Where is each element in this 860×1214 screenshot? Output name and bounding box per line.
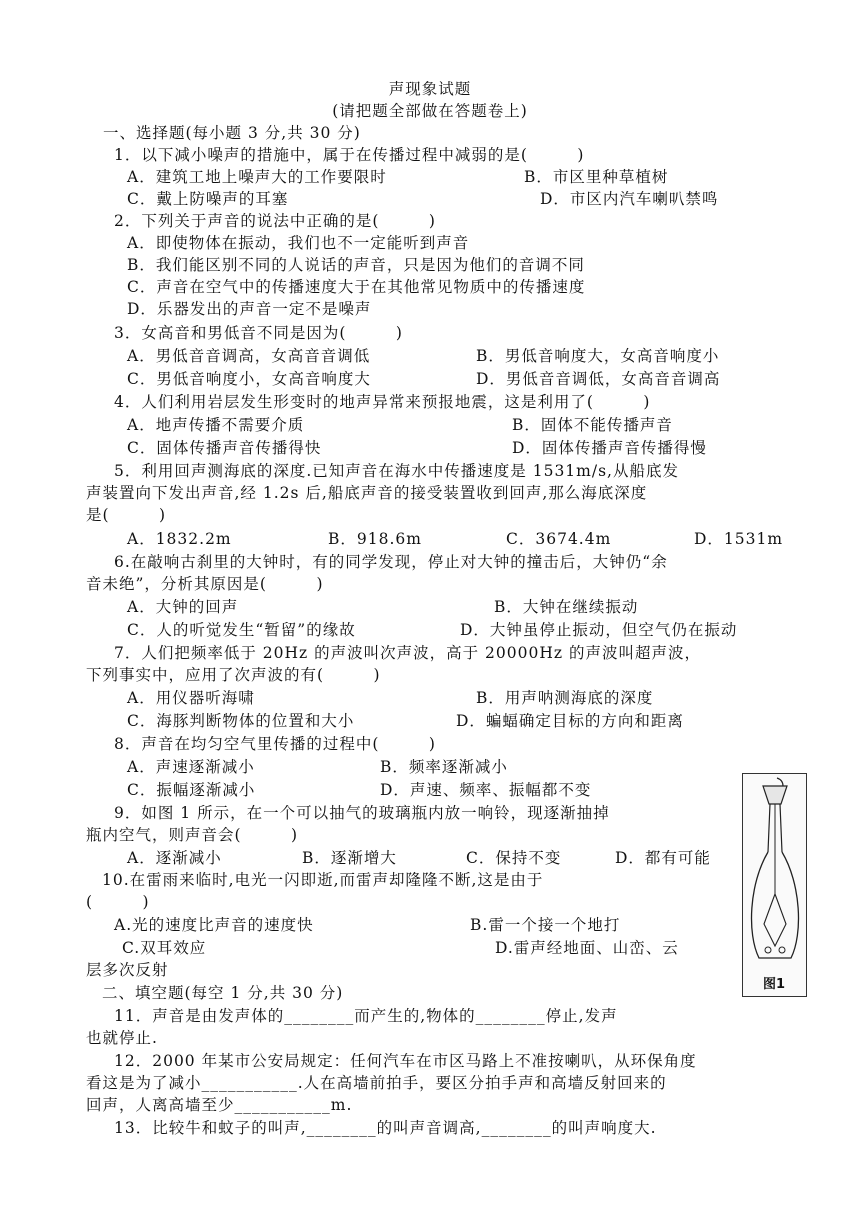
question-6-option-a: A．大钟的回声 bbox=[127, 598, 239, 616]
figure-1-label: 图1 bbox=[763, 977, 786, 992]
section-heading-choice: 一、选择题(每小题 3 分,共 30 分) bbox=[103, 124, 361, 142]
question-3-option-d: D．男低音音调低，女高音音调高 bbox=[476, 370, 721, 388]
question-7-option-a: A．用仪器听海啸 bbox=[127, 689, 255, 707]
question-10-option-d-continued: 层多次反射 bbox=[86, 961, 169, 979]
question-4-option-c: C．固体传播声音传播得快 bbox=[127, 439, 322, 457]
question-11-line-1: 11．声音是由发声体的________而产生的,物体的________停止,发声 bbox=[114, 1007, 618, 1025]
figure-1 bbox=[742, 773, 807, 997]
question-1-option-b: B．市区里种草植树 bbox=[524, 168, 669, 186]
question-10-line-2: ( ) bbox=[86, 893, 150, 911]
question-1-option-a: A．建筑工地上噪声大的工作要限时 bbox=[127, 168, 387, 186]
question-7-option-d: D．蝙蝠确定目标的方向和距离 bbox=[456, 712, 684, 730]
question-13-line-1: 13．比较牛和蚊子的叫声,________的叫声音调高,________的叫声响度大. bbox=[114, 1119, 657, 1137]
question-7-line-1: 7．人们把频率低于 20Hz 的声波叫次声波，高于 20000Hz 的声波叫超声波， bbox=[114, 644, 701, 662]
question-5-option-b: B．918.6m bbox=[328, 530, 422, 548]
question-5-option-a: A．1832.2m bbox=[127, 530, 232, 548]
question-4-stem: 4．人们利用岩层发生形变时的地声异常来预报地震，这是利用了( ) bbox=[114, 393, 651, 411]
question-6-option-d: D．大钟虽停止振动，但空气仍在振动 bbox=[460, 621, 738, 639]
question-9-option-d: D．都有可能 bbox=[615, 849, 711, 867]
question-8-option-b: B．频率逐渐减小 bbox=[380, 758, 508, 776]
question-9-line-2: 瓶内空气，则声音会( ) bbox=[86, 826, 299, 844]
question-1-option-d: D．市区内汽车喇叭禁鸣 bbox=[540, 190, 719, 208]
question-3-option-a: A．男低音音调高，女高音音调低 bbox=[127, 347, 371, 365]
question-5-option-d: D．1531m bbox=[694, 530, 784, 548]
question-3-stem: 3．女高音和男低音不同是因为( ) bbox=[114, 324, 403, 342]
question-8-stem: 8．声音在均匀空气里传播的过程中( ) bbox=[114, 735, 436, 753]
question-10-option-b: B.雷一个接一个地打 bbox=[470, 916, 621, 934]
question-7-line-2: 下列事实中，应用了次声波的有( ) bbox=[86, 666, 381, 684]
question-10-option-a: A.光的速度比声音的速度快 bbox=[114, 916, 314, 934]
question-9-option-a: A．逐渐减小 bbox=[127, 849, 222, 867]
page-subtitle: (请把题全部做在答题卷上) bbox=[332, 102, 528, 120]
question-10-line-1: 10.在雷雨来临时,电光一闪即逝,而雷声却隆隆不断,这是由于 bbox=[102, 871, 544, 889]
question-4-option-a: A．地声传播不需要介质 bbox=[127, 416, 305, 434]
question-7-option-b: B．用声呐测海底的深度 bbox=[476, 689, 654, 707]
question-8-option-c: C．振幅逐渐减小 bbox=[127, 781, 256, 799]
question-4-option-d: D．固体传播声音传播得慢 bbox=[512, 439, 707, 457]
question-7-option-c: C．海豚判断物体的位置和大小 bbox=[127, 712, 355, 730]
question-3-option-b: B．男低音响度大，女高音响度小 bbox=[476, 347, 720, 365]
question-5-line-1: 5．利用回声测海底的深度.已知声音在海水中传播速度是 1531m/s,从船底发 bbox=[114, 462, 679, 480]
question-10-option-d: D.雷声经地面、山峦、云 bbox=[495, 939, 679, 957]
question-2-stem: 2．下列关于声音的说法中正确的是( ) bbox=[114, 212, 436, 230]
question-2-option-a: A．即使物体在振动，我们也不一定能听到声音 bbox=[127, 234, 470, 252]
bell-jar-illustration bbox=[743, 774, 806, 974]
question-12-line-3: 回声，人离高墙至少___________m. bbox=[86, 1096, 353, 1114]
question-10-option-c: C.双耳效应 bbox=[122, 939, 207, 957]
question-6-option-c: C．人的听觉发生“暂留”的缘故 bbox=[127, 621, 356, 639]
question-2-option-d: D．乐器发出的声音一定不是噪声 bbox=[127, 300, 372, 318]
question-12-line-1: 12．2000 年某市公安局规定：任何汽车在市区马路上不准按喇叭，从环保角度 bbox=[114, 1052, 697, 1070]
question-3-option-c: C．男低音响度小，女高音响度大 bbox=[127, 370, 371, 388]
question-4-option-b: B．固体不能传播声音 bbox=[512, 416, 673, 434]
question-9-option-c: C．保持不变 bbox=[466, 849, 562, 867]
question-1-option-c: C．戴上防噪声的耳塞 bbox=[127, 190, 289, 208]
question-6-line-1: 6.在敲响古刹里的大钟时，有的同学发现，停止对大钟的撞击后，大钟仍“余 bbox=[114, 553, 668, 571]
question-5-line-3: 是( ) bbox=[86, 506, 167, 524]
question-5-line-2: 声装置向下发出声音,经 1.2s 后,船底声音的接受装置收到回声,那么海底深度 bbox=[86, 484, 648, 502]
section-heading-fill: 二、填空题(每空 1 分,共 30 分) bbox=[102, 984, 344, 1002]
question-2-option-b: B．我们能区别不同的人说话的声音，只是因为他们的音调不同 bbox=[127, 256, 585, 274]
question-6-line-2: 音未绝”，分析其原因是( ) bbox=[86, 575, 324, 593]
page-title: 声现象试题 bbox=[388, 80, 472, 98]
question-8-option-a: A．声速逐渐减小 bbox=[127, 758, 255, 776]
question-11-line-2: 也就停止. bbox=[86, 1029, 158, 1047]
question-6-option-b: B．大钟在继续振动 bbox=[494, 598, 639, 616]
question-2-option-c: C．声音在空气中的传播速度大于在其他常见物质中的传播速度 bbox=[127, 278, 586, 296]
question-9-line-1: 9．如图 1 所示，在一个可以抽气的玻璃瓶内放一响铃，现逐渐抽掉 bbox=[114, 804, 610, 822]
question-9-option-b: B．逐渐增大 bbox=[302, 849, 397, 867]
question-5-option-c: C．3674.4m bbox=[506, 530, 612, 548]
question-8-option-d: D．声速、频率、振幅都不变 bbox=[380, 781, 592, 799]
question-1-stem: 1．以下减小噪声的措施中，属于在传播过程中减弱的是( ) bbox=[114, 146, 585, 164]
question-12-line-2: 看这是为了减小___________.人在高墙前拍手，要区分拍手声和高墙反射回来的 bbox=[86, 1074, 667, 1092]
